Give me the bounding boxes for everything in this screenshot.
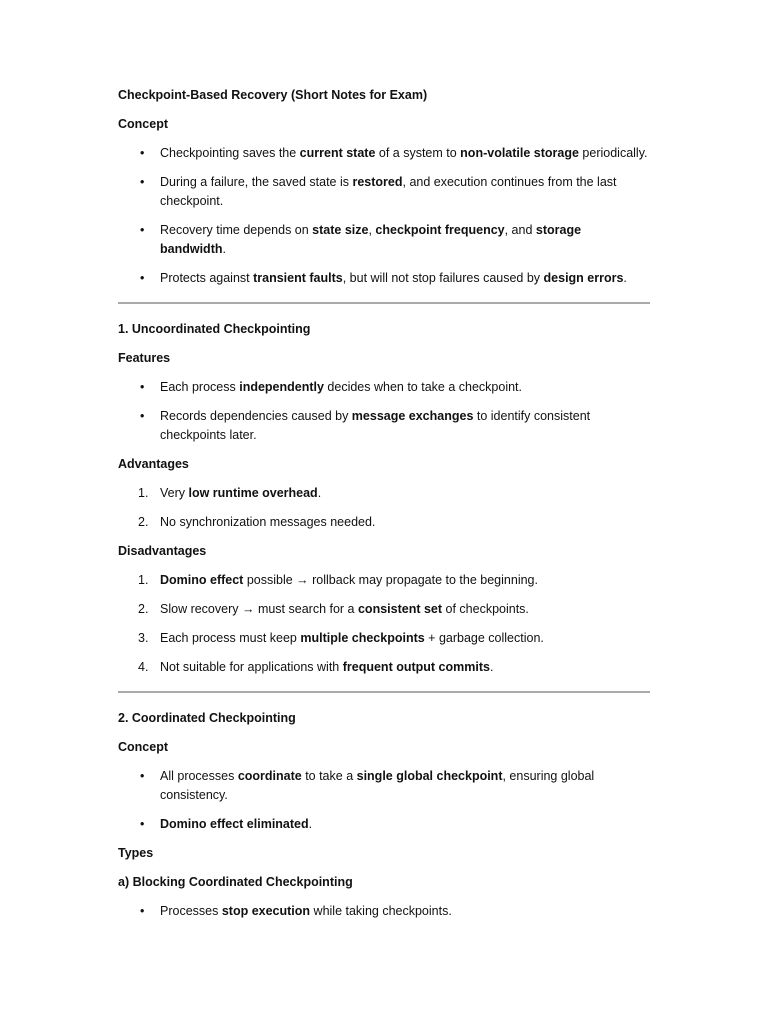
text-run: possible → rollback may propagate to the beginning. — [243, 573, 538, 587]
text-run: No synchronization messages needed. — [160, 515, 376, 529]
text-run: . — [308, 817, 313, 831]
section2-types-heading: Types — [118, 846, 154, 860]
intro-bullet — [118, 173, 650, 211]
text-run: Records dependencies caused by — [160, 409, 352, 423]
section2-concept-heading: Concept — [118, 740, 168, 754]
text-run: of checkpoints. — [442, 602, 529, 616]
advantage-item — [118, 513, 650, 532]
text-run: , and execution continues from the last checkpoint. — [160, 175, 617, 208]
bold-text: checkpoint frequency — [375, 223, 505, 237]
text-run: , and — [504, 223, 536, 237]
disadvantage-item — [118, 629, 650, 648]
blocking-item — [118, 902, 650, 921]
text-run: During a failure, the saved state is — [160, 175, 353, 189]
bold-text: coordinate — [237, 769, 302, 783]
advantage-item — [118, 484, 650, 503]
bullet-marker: • — [140, 904, 145, 918]
disadvantage-item — [118, 600, 650, 619]
text-run: decides when to take a checkpoint. — [323, 380, 522, 394]
bold-text: current state — [299, 146, 376, 160]
bullet-marker: • — [140, 223, 145, 237]
text-run: Each process — [160, 380, 240, 394]
text-run: Not suitable for applications with — [160, 660, 343, 674]
intro-bullet — [118, 221, 650, 259]
section-divider — [118, 691, 650, 693]
intro-concept-heading: Concept — [118, 117, 168, 131]
intro-bullet — [118, 269, 650, 288]
bold-text: transient faults — [253, 271, 343, 285]
text-run: . — [222, 242, 226, 256]
bold-text: low runtime overhead — [188, 486, 318, 500]
bold-text: frequent output commits — [342, 660, 490, 674]
document-content — [118, 86, 650, 931]
section1-disadvantages-list — [118, 571, 650, 677]
disadvantage-item — [118, 571, 650, 590]
text-run: Each process must keep — [160, 631, 301, 645]
text-run: Recovery time depends on — [160, 223, 313, 237]
list-number: 4. — [138, 660, 149, 674]
bold-text: message exchanges — [351, 409, 474, 423]
bullet-marker: • — [140, 175, 145, 189]
section1-features-heading: Features — [118, 351, 171, 365]
disadvantage-item — [118, 658, 650, 677]
document-title: Checkpoint-Based Recovery (Short Notes for Exam) — [118, 88, 428, 102]
text-run: + garbage collection. — [424, 631, 544, 645]
text-run: . — [317, 486, 322, 500]
bullet-marker: • — [140, 409, 145, 423]
text-run: All processes — [160, 769, 238, 783]
text-run: Processes — [160, 904, 222, 918]
concept-item — [118, 815, 650, 834]
text-run: to take a — [301, 769, 357, 783]
bold-text: Domino effect — [160, 573, 244, 587]
text-run: , ensuring global consistency. — [160, 769, 595, 802]
bold-text: single global checkpoint — [356, 769, 503, 783]
text-run: . — [623, 271, 627, 285]
bullet-marker: • — [140, 769, 145, 783]
text-run: , — [368, 223, 376, 237]
bold-text: restored — [352, 175, 403, 189]
bold-text: multiple checkpoints — [300, 631, 425, 645]
bold-text: independently — [239, 380, 324, 394]
bold-text: stop execution — [221, 904, 311, 918]
section-divider — [118, 302, 650, 304]
bullet-marker: • — [140, 271, 145, 285]
text-run: Slow recovery → must search for a — [160, 602, 358, 616]
bold-text: state size — [312, 223, 369, 237]
bold-text: consistent set — [357, 602, 443, 616]
bullet-marker: • — [140, 380, 145, 394]
section1-title: 1. Uncoordinated Checkpointing — [118, 322, 311, 336]
text-run: . — [489, 660, 494, 674]
list-number: 3. — [138, 631, 149, 645]
section2-concept-list — [118, 767, 650, 834]
bold-text: design errors — [543, 271, 624, 285]
text-run: periodically. — [578, 146, 648, 160]
text-run: while taking checkpoints. — [310, 904, 452, 918]
text-run: to identify consistent checkpoints later. — [160, 409, 591, 442]
section1-disadvantages-heading: Disadvantages — [118, 544, 207, 558]
list-number: 1. — [138, 573, 149, 587]
bullet-marker: • — [140, 146, 145, 160]
list-number: 2. — [138, 515, 149, 529]
bullet-marker: • — [140, 817, 145, 831]
text-run: Checkpointing saves the — [160, 146, 300, 160]
text-run: of a system to — [375, 146, 461, 160]
section1-features-list — [118, 378, 650, 445]
section2-subtype-a-heading: a) Blocking Coordinated Checkpointing — [118, 875, 353, 889]
intro-bullet-list — [118, 144, 650, 288]
bold-text: Domino effect eliminated — [160, 817, 309, 831]
bold-text: storage bandwidth — [160, 223, 582, 256]
section1-advantages-heading: Advantages — [118, 457, 189, 471]
section1-advantages-list — [118, 484, 650, 532]
intro-bullet — [118, 144, 650, 163]
list-number: 2. — [138, 602, 149, 616]
text-run: , but will not stop failures caused by — [342, 271, 544, 285]
section2-title: 2. Coordinated Checkpointing — [118, 711, 296, 725]
text-run: Protects against — [160, 271, 254, 285]
list-number: 1. — [138, 486, 149, 500]
section2-subtype-a-list — [118, 902, 650, 921]
bold-text: non-volatile storage — [460, 146, 579, 160]
feature-item — [118, 407, 650, 445]
text-run: Very — [160, 486, 189, 500]
concept-item — [118, 767, 650, 805]
feature-item — [118, 378, 650, 397]
